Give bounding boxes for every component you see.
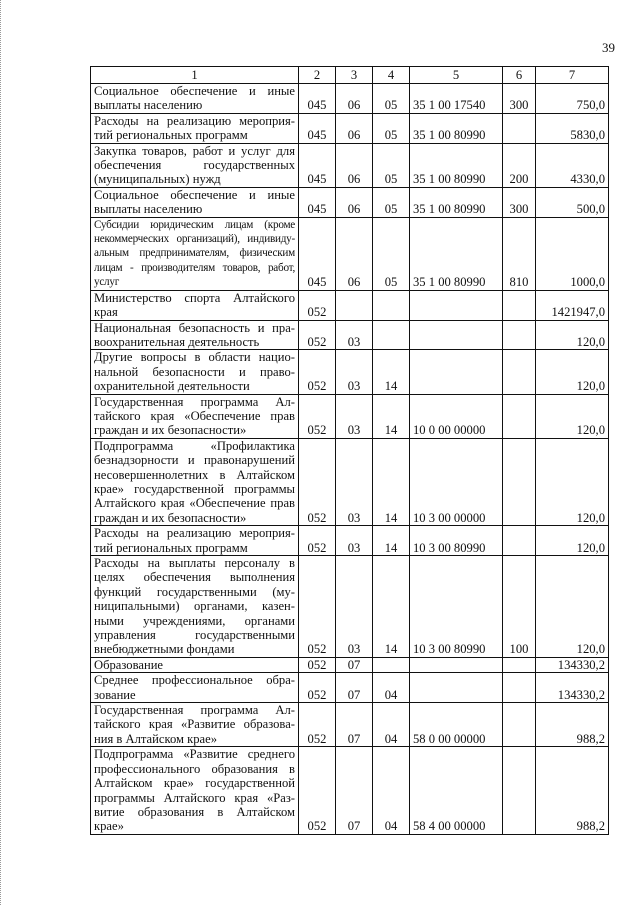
row-sum-cell: 988,2 xyxy=(536,747,609,834)
row-subsection-cell xyxy=(373,657,410,672)
row-expense-type-cell xyxy=(503,526,536,556)
row-section-cell: 03 xyxy=(336,438,373,525)
row-code-cell: 052 xyxy=(299,747,336,834)
budget-table xyxy=(90,66,609,835)
row-name-cell: Закупка товаров, работ и услуг для обеспечения государственных (муниципальных) нужд xyxy=(91,143,299,187)
row-target-cell: 10 3 00 80990 xyxy=(410,526,503,556)
table-row xyxy=(91,438,609,525)
table-row xyxy=(91,556,609,658)
row-subsection-cell xyxy=(373,290,410,320)
table-row xyxy=(91,673,609,703)
row-expense-type-cell xyxy=(503,673,536,703)
column-header: 2 xyxy=(299,67,336,84)
row-subsection-cell: 05 xyxy=(373,187,410,217)
row-name-cell: Министерство спорта Алтайского края xyxy=(91,290,299,320)
row-target-cell: 35 1 00 80990 xyxy=(410,143,503,187)
row-code-cell: 052 xyxy=(299,673,336,703)
row-sum-cell: 500,0 xyxy=(536,187,609,217)
row-code-cell: 045 xyxy=(299,143,336,187)
row-section-cell: 03 xyxy=(336,556,373,658)
row-section-cell: 07 xyxy=(336,747,373,834)
row-subsection-cell: 05 xyxy=(373,143,410,187)
row-subsection-cell: 04 xyxy=(373,703,410,747)
column-header: 6 xyxy=(503,67,536,84)
page-number: 39 xyxy=(602,40,615,55)
row-target-cell xyxy=(410,673,503,703)
row-expense-type-cell xyxy=(503,320,536,350)
table-row xyxy=(91,187,609,217)
row-section-cell: 07 xyxy=(336,703,373,747)
row-sum-cell: 120,0 xyxy=(536,556,609,658)
row-subsection-cell xyxy=(373,320,410,350)
row-section-cell: 03 xyxy=(336,350,373,394)
row-target-cell: 10 3 00 80990 xyxy=(410,556,503,658)
row-target-cell: 58 0 00 00000 xyxy=(410,703,503,747)
row-code-cell: 052 xyxy=(299,394,336,438)
row-sum-cell: 134330,2 xyxy=(536,673,609,703)
table-row xyxy=(91,113,609,143)
row-target-cell xyxy=(410,657,503,672)
row-section-cell: 06 xyxy=(336,187,373,217)
row-code-cell: 052 xyxy=(299,290,336,320)
row-code-cell: 052 xyxy=(299,526,336,556)
table-row xyxy=(91,84,609,114)
row-sum-cell: 988,2 xyxy=(536,703,609,747)
column-header: 5 xyxy=(410,67,503,84)
column-header: 3 xyxy=(336,67,373,84)
row-target-cell: 35 1 00 80990 xyxy=(410,217,503,290)
row-section-cell: 03 xyxy=(336,320,373,350)
row-target-cell xyxy=(410,350,503,394)
row-name-cell: Расходы на выплаты персоналу в целях обеспечения выполнения функций государственными (му-ниципальными) органами, казен-ными учреждениями, органами управления государственными внебюджетными фондами xyxy=(91,556,299,658)
row-sum-cell: 120,0 xyxy=(536,350,609,394)
row-section-cell: 07 xyxy=(336,657,373,672)
row-name-cell: Среднее профессиональное обра-зование xyxy=(91,673,299,703)
row-sum-cell: 1000,0 xyxy=(536,217,609,290)
row-name-cell: Подпрограмма «Развитие среднего профессионального образования в Алтайском крае» государственной программы Алтайского края «Раз-витие образования в Алтайском крае» xyxy=(91,747,299,834)
row-code-cell: 052 xyxy=(299,657,336,672)
row-target-cell: 35 1 00 80990 xyxy=(410,187,503,217)
row-name-cell: Социальное обеспечение и иные выплаты населению xyxy=(91,187,299,217)
row-name-cell: Образование xyxy=(91,657,299,672)
row-code-cell: 045 xyxy=(299,187,336,217)
row-section-cell: 07 xyxy=(336,673,373,703)
row-sum-cell: 120,0 xyxy=(536,320,609,350)
row-expense-type-cell xyxy=(503,747,536,834)
row-expense-type-cell: 300 xyxy=(503,84,536,114)
row-section-cell: 03 xyxy=(336,526,373,556)
row-expense-type-cell xyxy=(503,350,536,394)
table-row xyxy=(91,350,609,394)
row-section-cell xyxy=(336,290,373,320)
row-section-cell: 03 xyxy=(336,394,373,438)
row-code-cell: 045 xyxy=(299,84,336,114)
table-header-row xyxy=(91,67,609,84)
row-expense-type-cell xyxy=(503,703,536,747)
row-code-cell: 052 xyxy=(299,438,336,525)
row-target-cell: 10 0 00 00000 xyxy=(410,394,503,438)
table-row xyxy=(91,217,609,290)
row-subsection-cell: 14 xyxy=(373,350,410,394)
row-code-cell: 052 xyxy=(299,703,336,747)
table-row xyxy=(91,526,609,556)
row-subsection-cell: 04 xyxy=(373,673,410,703)
row-expense-type-cell: 100 xyxy=(503,556,536,658)
row-section-cell: 06 xyxy=(336,113,373,143)
row-expense-type-cell: 810 xyxy=(503,217,536,290)
table-row xyxy=(91,703,609,747)
row-name-cell: Государственная программа Ал-тайского края «Обеспечение прав граждан и их безопасности» xyxy=(91,394,299,438)
row-target-cell: 35 1 00 80990 xyxy=(410,113,503,143)
row-subsection-cell: 14 xyxy=(373,556,410,658)
row-name-cell: Социальное обеспечение и иные выплаты населению xyxy=(91,84,299,114)
row-name-cell: Другие вопросы в области нацио-нальной безопасности и право-охранительной деятельности xyxy=(91,350,299,394)
row-sum-cell: 120,0 xyxy=(536,438,609,525)
table-row xyxy=(91,394,609,438)
row-expense-type-cell xyxy=(503,657,536,672)
row-name-cell: Подпрограмма «Профилактика безнадзорности и правонарушений несовершеннолетних в Алтайском крае» государственной программы Алтайского края «Обеспечение прав граждан и их безопасности» xyxy=(91,438,299,525)
row-sum-cell: 5830,0 xyxy=(536,113,609,143)
column-header: 4 xyxy=(373,67,410,84)
row-code-cell: 052 xyxy=(299,350,336,394)
row-subsection-cell: 04 xyxy=(373,747,410,834)
row-sum-cell: 134330,2 xyxy=(536,657,609,672)
row-target-cell: 58 4 00 00000 xyxy=(410,747,503,834)
table-row xyxy=(91,143,609,187)
row-section-cell: 06 xyxy=(336,217,373,290)
row-target-cell: 10 3 00 00000 xyxy=(410,438,503,525)
row-target-cell: 35 1 00 17540 xyxy=(410,84,503,114)
row-expense-type-cell xyxy=(503,394,536,438)
row-section-cell: 06 xyxy=(336,84,373,114)
row-sum-cell: 4330,0 xyxy=(536,143,609,187)
row-sum-cell: 1421947,0 xyxy=(536,290,609,320)
row-sum-cell: 120,0 xyxy=(536,394,609,438)
row-name-cell: Субсидии юридическим лицам (кроме некоммерческих организаций), индивиду-альным предпринимателям, физическим лицам - производителям товаров, работ, услуг xyxy=(91,217,299,290)
row-code-cell: 052 xyxy=(299,320,336,350)
table-row xyxy=(91,657,609,672)
row-name-cell: Расходы на реализацию мероприя-тий региональных программ xyxy=(91,526,299,556)
row-sum-cell: 750,0 xyxy=(536,84,609,114)
row-subsection-cell: 14 xyxy=(373,394,410,438)
table-row xyxy=(91,290,609,320)
table-row xyxy=(91,320,609,350)
row-target-cell xyxy=(410,320,503,350)
row-name-cell: Национальная безопасность и пра-воохранительная деятельность xyxy=(91,320,299,350)
table-body xyxy=(91,84,609,835)
row-name-cell: Расходы на реализацию мероприя-тий региональных программ xyxy=(91,113,299,143)
row-section-cell: 06 xyxy=(336,143,373,187)
row-sum-cell: 120,0 xyxy=(536,526,609,556)
page-left-edge xyxy=(0,0,3,905)
row-subsection-cell: 05 xyxy=(373,217,410,290)
row-expense-type-cell xyxy=(503,113,536,143)
row-expense-type-cell: 300 xyxy=(503,187,536,217)
row-subsection-cell: 14 xyxy=(373,526,410,556)
row-expense-type-cell xyxy=(503,438,536,525)
row-target-cell xyxy=(410,290,503,320)
row-subsection-cell: 14 xyxy=(373,438,410,525)
row-subsection-cell: 05 xyxy=(373,84,410,114)
row-name-cell: Государственная программа Ал-тайского края «Развитие образова-ния в Алтайском крае» xyxy=(91,703,299,747)
row-expense-type-cell: 200 xyxy=(503,143,536,187)
row-code-cell: 045 xyxy=(299,113,336,143)
column-header: 7 xyxy=(536,67,609,84)
row-code-cell: 052 xyxy=(299,556,336,658)
table-row xyxy=(91,747,609,834)
row-expense-type-cell xyxy=(503,290,536,320)
column-header: 1 xyxy=(91,67,299,84)
row-code-cell: 045 xyxy=(299,217,336,290)
row-subsection-cell: 05 xyxy=(373,113,410,143)
